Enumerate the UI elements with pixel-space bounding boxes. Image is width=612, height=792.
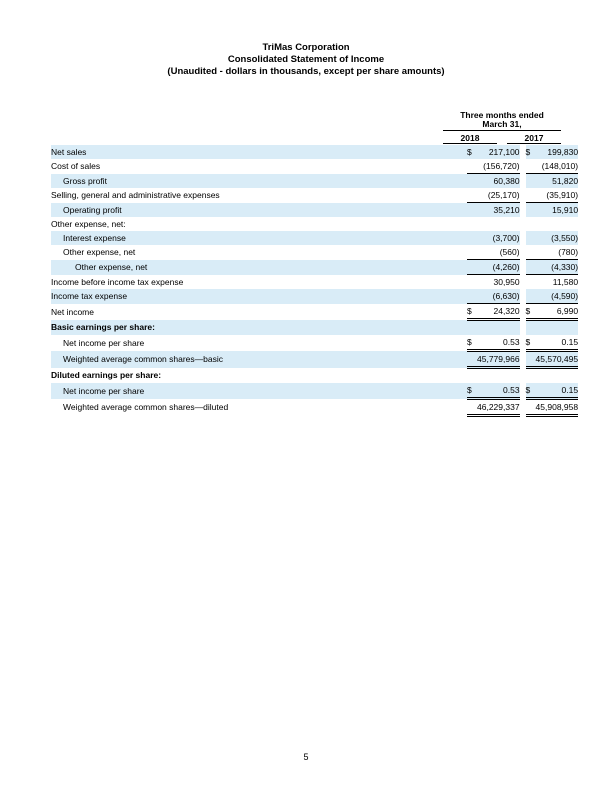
value-2018: 0.53 (477, 383, 520, 399)
currency-symbol (467, 260, 477, 275)
value-2017: 11,580 (552, 277, 579, 287)
value-2018: 35,210 (477, 203, 520, 218)
row-label: Income before income tax expense (51, 276, 184, 287)
row-label: Net income per share (51, 383, 467, 399)
currency-symbol: $ (526, 335, 536, 351)
value-2017: 0.15 (536, 335, 579, 351)
row-diluted-net-income-per-share (51, 383, 578, 399)
currency-symbol (467, 188, 477, 203)
row-diluted-eps-heading (51, 368, 578, 384)
value-2017: 6,990 (536, 304, 579, 320)
value-2017: (4,590) (536, 289, 579, 304)
value-2018 (477, 217, 520, 231)
row-other-expense-heading (51, 217, 578, 231)
value-2018: 0.53 (477, 335, 520, 351)
currency-symbol (467, 351, 477, 368)
value-2017: 15,910 (536, 203, 579, 218)
currency-symbol (526, 368, 536, 384)
row-basic-eps-heading (51, 320, 578, 336)
row-label: Cost of sales (51, 161, 101, 172)
value-2017 (536, 368, 579, 384)
value-2017: 45,570,495 (536, 351, 579, 368)
currency-symbol (526, 289, 536, 304)
currency-symbol (467, 368, 477, 384)
value-2018: 24,320 (477, 304, 520, 320)
currency-symbol (467, 320, 477, 336)
row-label: Net income (51, 306, 94, 317)
currency-symbol (526, 245, 536, 260)
currency-symbol (526, 275, 536, 290)
value-2017: (780) (536, 245, 579, 260)
currency-symbol (467, 275, 477, 290)
currency-symbol: $ (467, 335, 477, 351)
row-label: Other expense, net: (51, 219, 126, 229)
value-2018 (477, 320, 520, 336)
row-other-expense-net (51, 245, 578, 260)
value-2017 (536, 217, 579, 231)
currency-symbol (526, 174, 536, 189)
value-2018: 46,229,337 (477, 399, 520, 416)
value-2018: (4,260) (477, 260, 520, 275)
currency-symbol (467, 399, 477, 416)
currency-symbol (467, 174, 477, 189)
statement-header (0, 42, 612, 78)
value-2018: (3,700) (477, 231, 520, 245)
row-label: Net income per share (63, 337, 145, 348)
currency-symbol (467, 231, 477, 245)
currency-symbol (467, 217, 477, 231)
currency-symbol: $ (467, 383, 477, 399)
period-header (443, 111, 561, 129)
row-gross-profit (51, 174, 578, 189)
row-label: Selling, general and administrative expenses (51, 190, 220, 201)
value-2017: (35,910) (536, 188, 579, 203)
row-cost-of-sales (51, 159, 578, 174)
row-label: Other expense, net (51, 260, 467, 275)
row-weighted-shares-diluted (51, 399, 578, 416)
value-2017: (4,330) (536, 260, 579, 275)
row-label: Other expense, net (63, 247, 136, 258)
value-2017: (148,010) (536, 159, 579, 174)
value-2018: (560) (477, 245, 520, 260)
value-2017: 45,908,958 (536, 399, 579, 416)
row-label: Operating profit (51, 203, 467, 218)
value-2018: (156,720) (477, 159, 520, 174)
row-label: Net sales (51, 145, 467, 159)
row-label: Income tax expense (51, 289, 467, 304)
company-name: TriMas Corporation (262, 42, 350, 53)
currency-symbol (467, 245, 477, 260)
value-2018: (6,630) (477, 289, 520, 304)
value-2017: 199,830 (536, 145, 579, 159)
year-header-row (443, 130, 561, 145)
row-label: Weighted average common shares—diluted (63, 402, 229, 412)
row-net-income (51, 304, 578, 320)
currency-symbol (526, 188, 536, 203)
value-2017 (536, 320, 579, 336)
row-label: Diluted earnings per share: (51, 370, 162, 381)
currency-symbol (526, 320, 536, 336)
row-label: Interest expense (51, 231, 467, 245)
income-statement-table (51, 145, 578, 417)
row-other-expense-total (51, 260, 578, 275)
value-2017: 51,820 (536, 174, 579, 189)
statement-title: Consolidated Statement of Income (227, 54, 385, 65)
currency-symbol (526, 351, 536, 368)
page-number: 5 (303, 752, 309, 762)
period-line-2: March 31, (482, 119, 522, 129)
row-sga-expenses (51, 188, 578, 203)
currency-symbol: $ (467, 145, 477, 159)
statement-subtitle: (Unaudited - dollars in thousands, except per share amounts) (167, 66, 445, 77)
row-income-tax-expense (51, 289, 578, 304)
row-income-before-tax (51, 275, 578, 290)
row-basic-net-income-per-share (51, 335, 578, 351)
currency-symbol (467, 159, 477, 174)
currency-symbol (467, 289, 477, 304)
value-2017: 0.15 (536, 383, 579, 399)
currency-symbol: $ (526, 145, 536, 159)
year-2018-header: 2018 (443, 133, 497, 144)
currency-symbol (526, 159, 536, 174)
period-line-1: Three months ended (460, 110, 544, 120)
currency-symbol (526, 399, 536, 416)
currency-symbol: $ (526, 383, 536, 399)
value-2017: (3,550) (536, 231, 579, 245)
currency-symbol (526, 231, 536, 245)
row-label: Weighted average common shares—basic (51, 351, 467, 368)
row-weighted-shares-basic (51, 351, 578, 368)
currency-symbol (467, 203, 477, 218)
value-2018: 60,380 (477, 174, 520, 189)
value-2018: 217,100 (477, 145, 520, 159)
value-2018 (477, 368, 520, 384)
row-operating-profit (51, 203, 578, 218)
row-interest-expense (51, 231, 578, 245)
currency-symbol (526, 217, 536, 231)
value-2018: 45,779,966 (477, 351, 520, 368)
row-label: Basic earnings per share: (51, 320, 467, 336)
row-net-sales (51, 145, 578, 159)
value-2018: 30,950 (493, 277, 520, 287)
value-2018: (25,170) (477, 188, 520, 203)
currency-symbol (526, 203, 536, 218)
currency-symbol (526, 260, 536, 275)
currency-symbol: $ (467, 304, 477, 320)
year-2017-header: 2017 (507, 133, 561, 144)
currency-symbol: $ (526, 304, 536, 320)
row-label: Gross profit (51, 174, 467, 189)
